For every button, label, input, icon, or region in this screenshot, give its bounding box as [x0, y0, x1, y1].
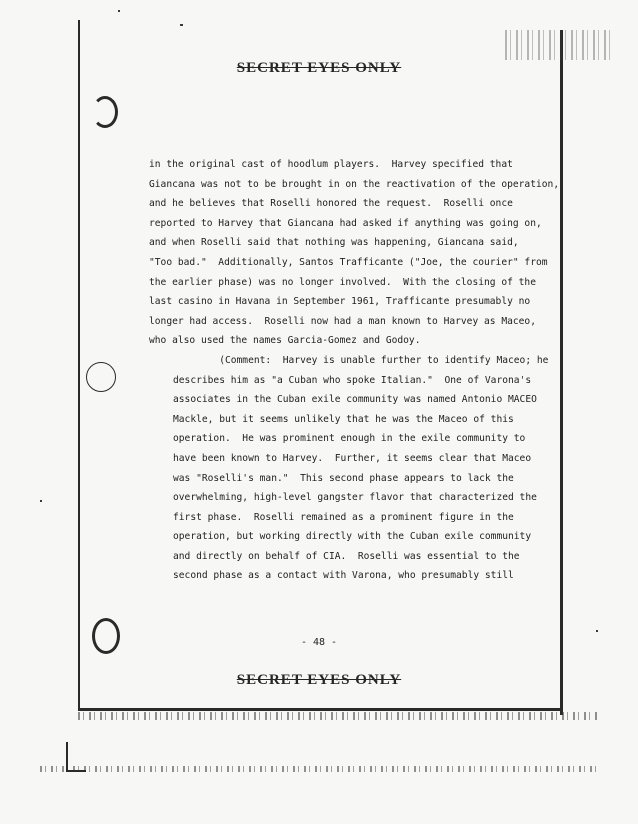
punch-hole-mark-bottom — [92, 618, 120, 654]
text-line: Mackle, but it seems unlikely that he was the Maceo of this — [173, 413, 514, 425]
text-line: operation, but working directly with the Cuban exile community — [173, 531, 532, 543]
text-line: the earlier phase) was no longer involved. With the closing of the — [149, 276, 536, 288]
text-line: operation. He was prominent enough in the exile community to — [173, 433, 526, 445]
text-line: in the original cast of hoodlum players. Harvey specified that — [149, 159, 513, 170]
classification-header: SECRET EYES ONLY — [236, 60, 402, 76]
scan-speck — [40, 500, 42, 502]
text-line: longer had access. Roselli now had a man known to Harvey as Maceo, — [149, 315, 536, 327]
text-line: last casino in Havana in September 1961, Trafficante presumably no — [149, 296, 531, 308]
classification-footer: SECRET EYES ONLY — [236, 672, 402, 688]
text-line: was "Roselli's man." This second phase appears to lack the — [173, 472, 514, 484]
text-line: reported to Harvey that Giancana had asked if anything was going on, — [149, 217, 542, 229]
text-line: and when Roselli said that nothing was happening, Giancana said, — [149, 237, 519, 249]
lower-scan-noise — [40, 766, 600, 772]
text-line: and he believes that Roselli honored the request. Roselli once — [149, 198, 513, 210]
text-line: "Too bad." Additionally, Santos Trafficante ("Joe, the courier" from — [149, 256, 548, 268]
scan-speck — [596, 630, 598, 632]
text-line: overwhelming, high-level gangster flavor that characterized the — [173, 492, 537, 504]
scan-speck — [180, 24, 183, 26]
bottom-border-line — [78, 708, 563, 711]
text-line: describes him as "a Cuban who spoke Italian." One of Varona's — [173, 374, 532, 386]
bottom-scan-noise — [78, 712, 598, 720]
body-text — [149, 155, 560, 586]
text-line: first phase. Roselli remained as a prominent figure in the — [173, 511, 514, 523]
right-border-line — [560, 30, 563, 715]
page-number: - 48 - — [300, 637, 338, 648]
text-line: second phase as a contact with Varona, who presumably still — [173, 570, 514, 582]
punch-hole-mark-top — [92, 96, 118, 128]
upper-right-scan-noise — [505, 30, 615, 60]
text-line: Giancana was not to be brought in on the reactivation of the operation, — [149, 178, 560, 190]
text-line: who also used the names Garcia-Gomez and Godoy. — [149, 335, 421, 347]
text-line: associates in the Cuban exile community was named Antonio MACEO — [173, 394, 537, 406]
text-line: and directly on behalf of CIA. Roselli was essential to the — [173, 550, 520, 562]
scan-speck — [118, 10, 120, 12]
text-line: have been known to Harvey. Further, it seems clear that Maceo — [173, 452, 532, 464]
text-line: (Comment: Harvey is unable further to identify Maceo; he — [173, 354, 549, 366]
left-border-line — [78, 20, 80, 710]
left-bracket-foot — [66, 770, 86, 772]
left-bracket-mark — [66, 742, 68, 772]
punch-hole-mark-middle — [86, 362, 116, 392]
